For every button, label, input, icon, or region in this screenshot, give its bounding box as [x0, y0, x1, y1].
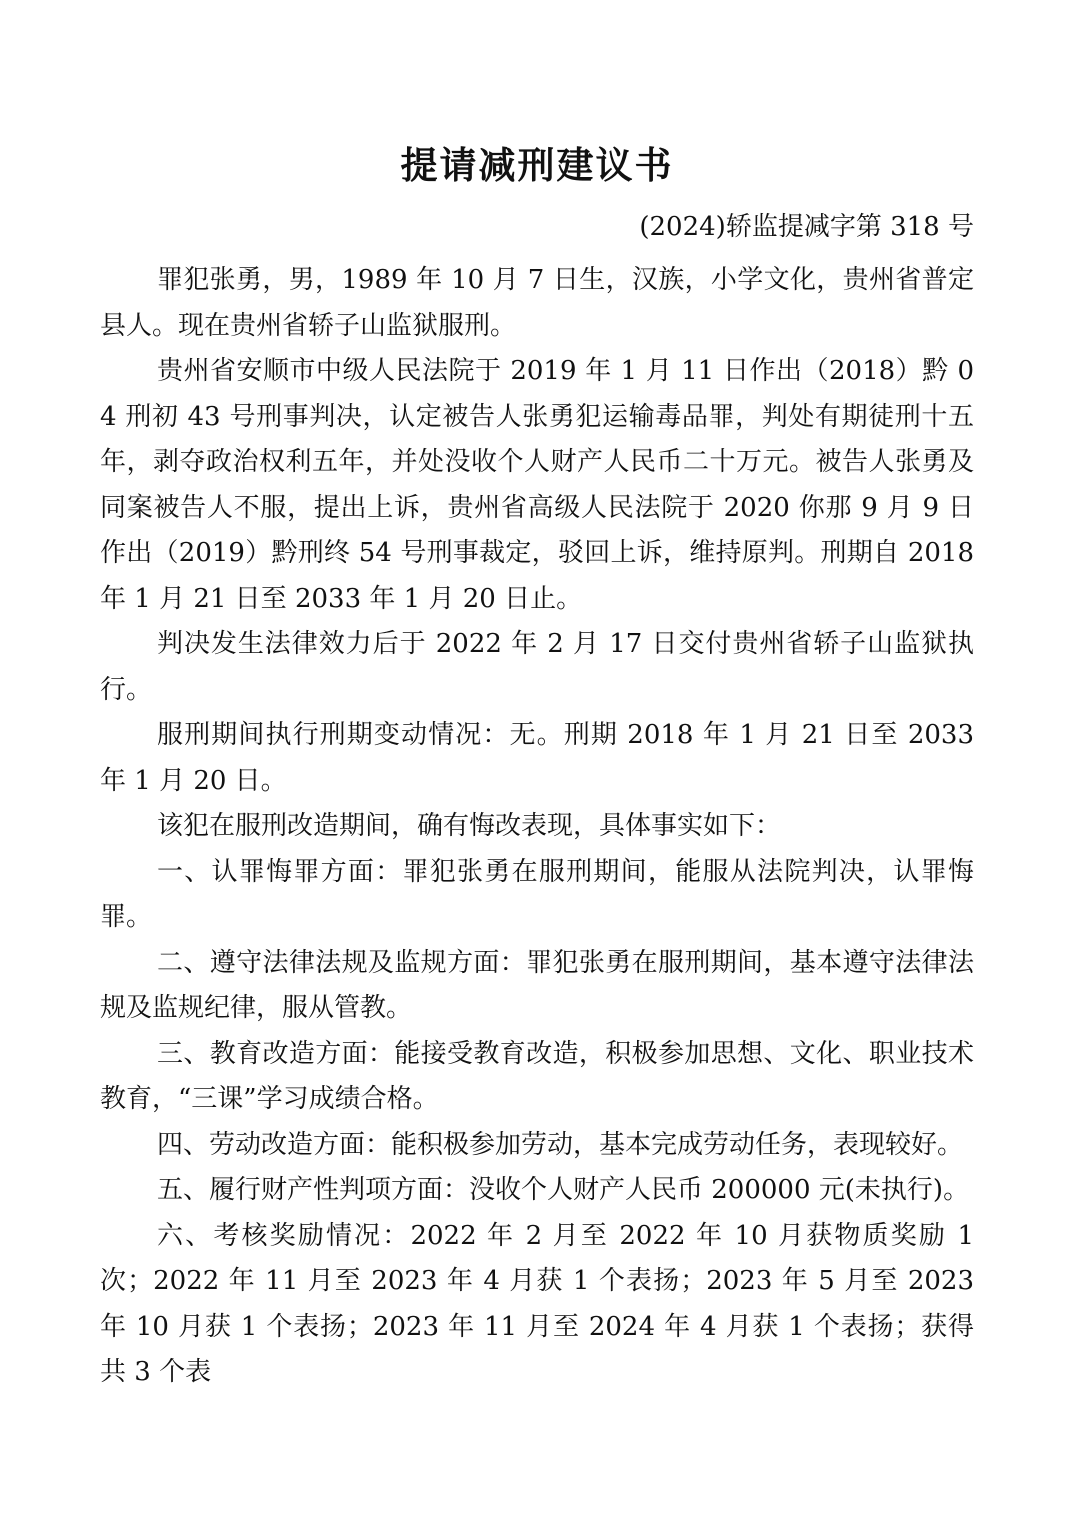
paragraph-item-6: 六、考核奖励情况：2022 年 2 月至 2022 年 10 月获物质奖励 1 次；2022 年 11 月至 2023 年 4 月获 1 个表扬；2023 年 5 月至 2023 年 10 月获 1 个表扬；2023 年 11 月至 2024 年 4 月获 1 个表扬；获得共 3 个表	[100, 1220, 974, 1387]
document-title: 提请减刑建议书	[400, 144, 674, 187]
paragraph-repentance-intro: 该犯在服刑改造期间，确有悔改表现，具体事实如下：	[157, 811, 782, 841]
paragraph-item-5: 五、履行财产性判项方面：没收个人财产人民币 200000 元(未执行)。	[157, 1175, 970, 1205]
paragraph-execution: 判决发生法律效力后于 2022 年 2 月 17 日交付贵州省轿子山监狱执行。	[100, 629, 974, 705]
document-body	[100, 258, 974, 1396]
paragraph-item-2: 二、遵守法律法规及监规方面：罪犯张勇在服刑期间，基本遵守法律法规及监规纪律，服从管教。	[100, 947, 974, 1023]
paragraph-judgment: 贵州省安顺市中级人民法院于 2019 年 1 月 11 日作出（2018）黔 04 刑初 43 号刑事判决，认定被告人张勇犯运输毒品罪，判处有期徒刑十五年，剥夺政治权利五年，并处没收个人财产人民币二十万元。被告人张勇及同案被告人不服，提出上诉，贵州省高级人民法院于 2020 你那 9 月 9 日作出（2019）黔刑终 54 号刑事裁定，驳回上诉，维持原判。刑期自 2018 年 1 月 21 日至 2033 年 1 月 20 日止。	[100, 356, 974, 614]
paragraph-item-4: 四、劳动改造方面：能积极参加劳动，基本完成劳动任务，表现较好。	[157, 1129, 964, 1160]
document-number: (2024)轿监提减字第 318 号	[639, 212, 974, 242]
paragraph-criminal-info: 罪犯张勇，男，1989 年 10 月 7 日生，汉族，小学文化，贵州省普定县人。现在贵州省轿子山监狱服刑。	[100, 265, 974, 341]
paragraph-item-3: 三、教育改造方面：能接受教育改造，积极参加思想、文化、职业技术教育，“三课”学习成绩合格。	[100, 1038, 974, 1114]
paragraph-sentence-change: 服刑期间执行刑期变动情况：无。刑期 2018 年 1 月 21 日至 2033 年 1 月 20 日。	[100, 720, 974, 796]
paragraph-item-1: 一、认罪悔罪方面：罪犯张勇在服刑期间，能服从法院判决，认罪悔罪。	[100, 856, 974, 932]
